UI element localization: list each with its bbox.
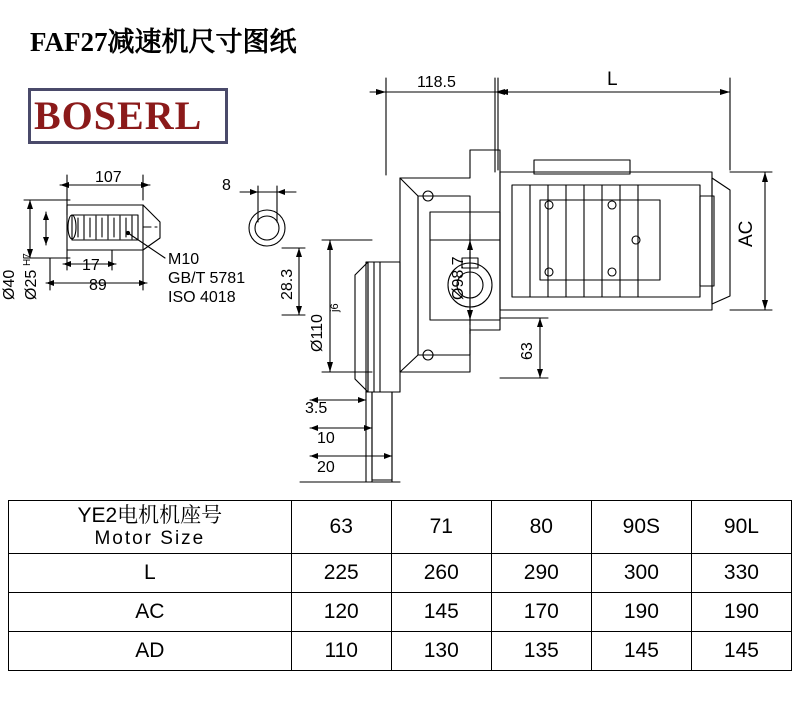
- table-row: [9, 553, 792, 592]
- cell-L-3: 300: [591, 553, 691, 592]
- dim-L: L: [607, 69, 618, 90]
- label-iso4018: ISO 4018: [168, 289, 236, 306]
- motor-size-1: 71: [391, 501, 491, 554]
- cell-AC-0: 120: [291, 592, 391, 631]
- dim-110-tolerance: j6: [329, 303, 341, 312]
- label-gbt5781: GB/T 5781: [168, 270, 246, 287]
- row-label-AD: AD: [9, 631, 292, 670]
- cell-L-1: 260: [391, 553, 491, 592]
- dim-AC: AC: [736, 220, 757, 247]
- motor-size-header-cn: YE2电机机座号: [77, 504, 223, 527]
- cell-L-0: 225: [291, 553, 391, 592]
- table-row-header: [9, 501, 792, 554]
- dim-diameter-98-7: Ø98.7: [450, 256, 467, 300]
- cell-AD-4: 145: [691, 631, 791, 670]
- dim-118-5: 118.5: [417, 74, 456, 91]
- row-label-AC: AC: [9, 592, 292, 631]
- dim-diameter-25h7: Ø25: [23, 269, 40, 300]
- motor-size-0: 63: [291, 501, 391, 554]
- cell-AC-1: 145: [391, 592, 491, 631]
- motor-size-header-en: Motor Size: [94, 528, 206, 550]
- dim-63: 63: [519, 342, 536, 360]
- cell-AC-3: 190: [591, 592, 691, 631]
- motor-size-2: 80: [491, 501, 591, 554]
- cell-AC-4: 190: [691, 592, 791, 631]
- motor-size-3: 90S: [591, 501, 691, 554]
- dim-diameter-110: Ø110: [309, 314, 326, 352]
- dim-107: 107: [95, 169, 122, 186]
- cell-AD-2: 135: [491, 631, 591, 670]
- dim-3-5: 3.5: [305, 400, 328, 417]
- dim-89: 89: [89, 277, 107, 294]
- dim-28-3: 28.3: [279, 268, 296, 300]
- page-title: FAF27减速机尺寸图纸: [30, 27, 297, 57]
- cell-AD-0: 110: [291, 631, 391, 670]
- table-row: [9, 631, 792, 670]
- row-label-L: L: [9, 553, 292, 592]
- logo-text: BOSERL: [34, 93, 203, 138]
- dim-20: 20: [317, 459, 335, 476]
- motor-size-header: [9, 501, 292, 554]
- specification-table: [8, 500, 792, 671]
- dim-diameter-40: Ø40: [1, 269, 18, 300]
- cell-AC-2: 170: [491, 592, 591, 631]
- cell-AD-1: 130: [391, 631, 491, 670]
- cell-L-4: 330: [691, 553, 791, 592]
- table-row: [9, 592, 792, 631]
- dim-17: 17: [82, 257, 100, 274]
- dim-10: 10: [317, 430, 335, 447]
- cell-L-2: 290: [491, 553, 591, 592]
- dim-8: 8: [222, 177, 231, 194]
- motor-size-4: 90L: [691, 501, 791, 554]
- label-m10: M10: [168, 251, 200, 268]
- dim-25h7-tolerance: H7: [22, 253, 33, 266]
- cell-AD-3: 145: [591, 631, 691, 670]
